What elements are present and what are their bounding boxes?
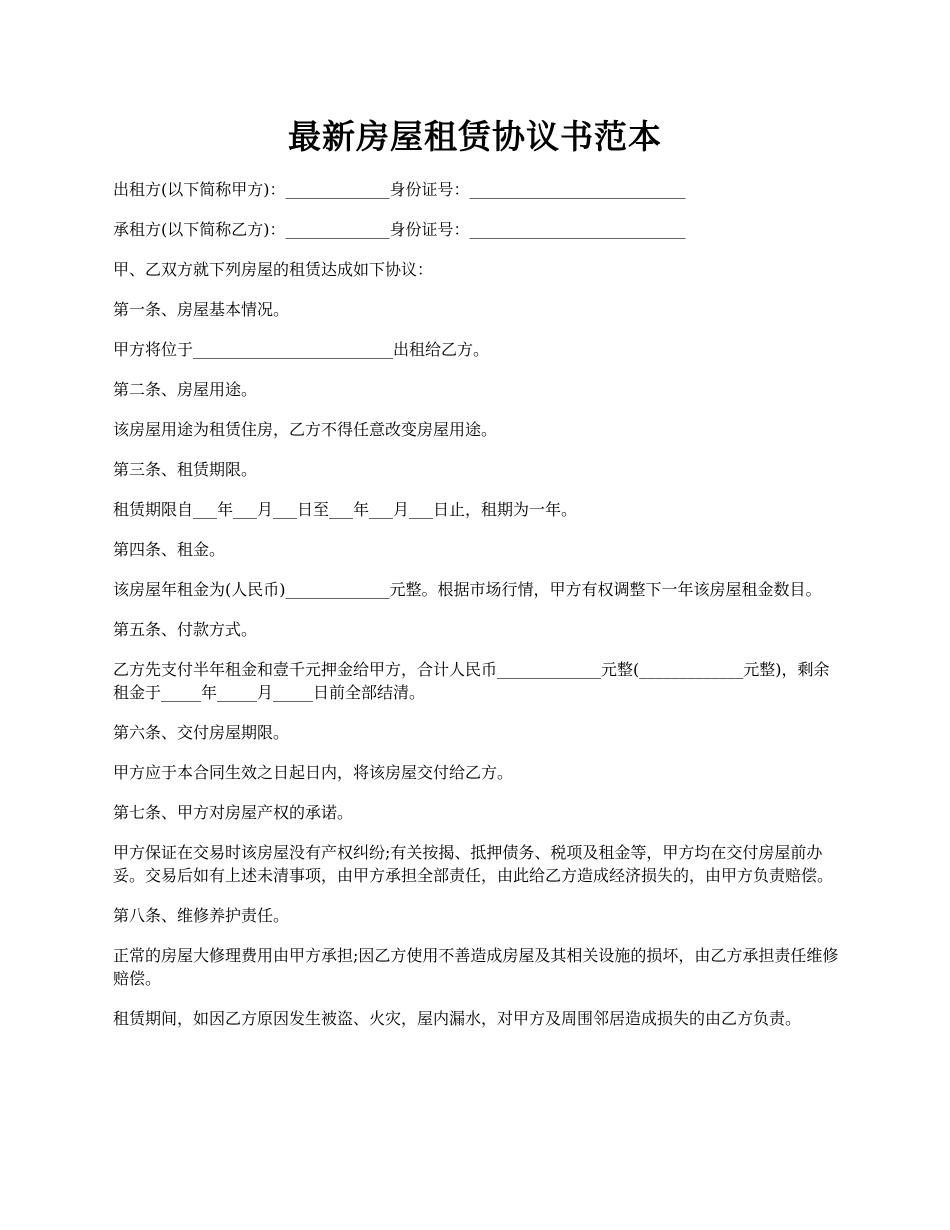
article-3-heading: 第三条、租赁期限。: [113, 460, 258, 479]
article-8-heading: 第八条、维修养护责任。: [113, 906, 290, 925]
document-title: 最新房屋租赁协议书范本: [288, 117, 662, 156]
article-5-text: 乙方先支付半年租金和壹千元押金给甲方，合计人民币_____________元整(_____________元整)，剩余租金于_____年_____月_____日前全部结清。: [113, 660, 830, 702]
article-6-heading: 第六条、交付房屋期限。: [113, 723, 290, 742]
document-body: [113, 178, 839, 1047]
article-7-text: 甲方保证在交易时该房屋没有产权纠纷;有关按揭、抵押债务、税项及租金等，甲方均在交付房屋前办妥。交易后如有上述未清事项，由甲方承担全部责任，由此给乙方造成经济损失的，由甲方负责赔偿。: [113, 843, 834, 885]
article-3-text: 租赁期限自___年___月___日至___年___月___日止，租期为一年。: [113, 500, 578, 519]
article-1-heading: 第一条、房屋基本情况。: [113, 300, 290, 319]
article-4-text: 该房屋年租金为(人民币)_____________元整。根据市场行情，甲方有权调整下一年该房屋租金数目。: [113, 580, 822, 599]
article-2-heading: 第二条、房屋用途。: [113, 380, 258, 399]
article-8-text: 正常的房屋大修理费用由甲方承担;因乙方使用不善造成房屋及其相关设施的损坏，由乙方承担责任维修赔偿。: [113, 946, 839, 988]
article-5-heading: 第五条、付款方式。: [113, 620, 258, 639]
article-8-text-2: 租赁期间，如因乙方原因发生被盗、火灾，屋内漏水，对甲方及周围邻居造成损失的由乙方负责。: [113, 1009, 802, 1028]
article-7-heading: 第七条、甲方对房屋产权的承诺。: [113, 803, 354, 822]
article-4-heading: 第四条、租金。: [113, 540, 226, 559]
paragraph-preamble: 甲、乙双方就下列房屋的租赁达成如下协议：: [113, 260, 434, 279]
article-1-text: 甲方将位于_________________________出租给乙方。: [113, 340, 490, 359]
article-2-text: 该房屋用途为租赁住房，乙方不得任意改变房屋用途。: [113, 420, 498, 439]
paragraph-lessor: 出租方(以下简称甲方)：_____________身份证号：___________________________: [113, 180, 686, 199]
article-6-text: 甲方应于本合同生效之日起日内，将该房屋交付给乙方。: [113, 763, 514, 782]
paragraph-lessee: 承租方(以下简称乙方)：_____________身份证号：___________________________: [113, 220, 686, 239]
